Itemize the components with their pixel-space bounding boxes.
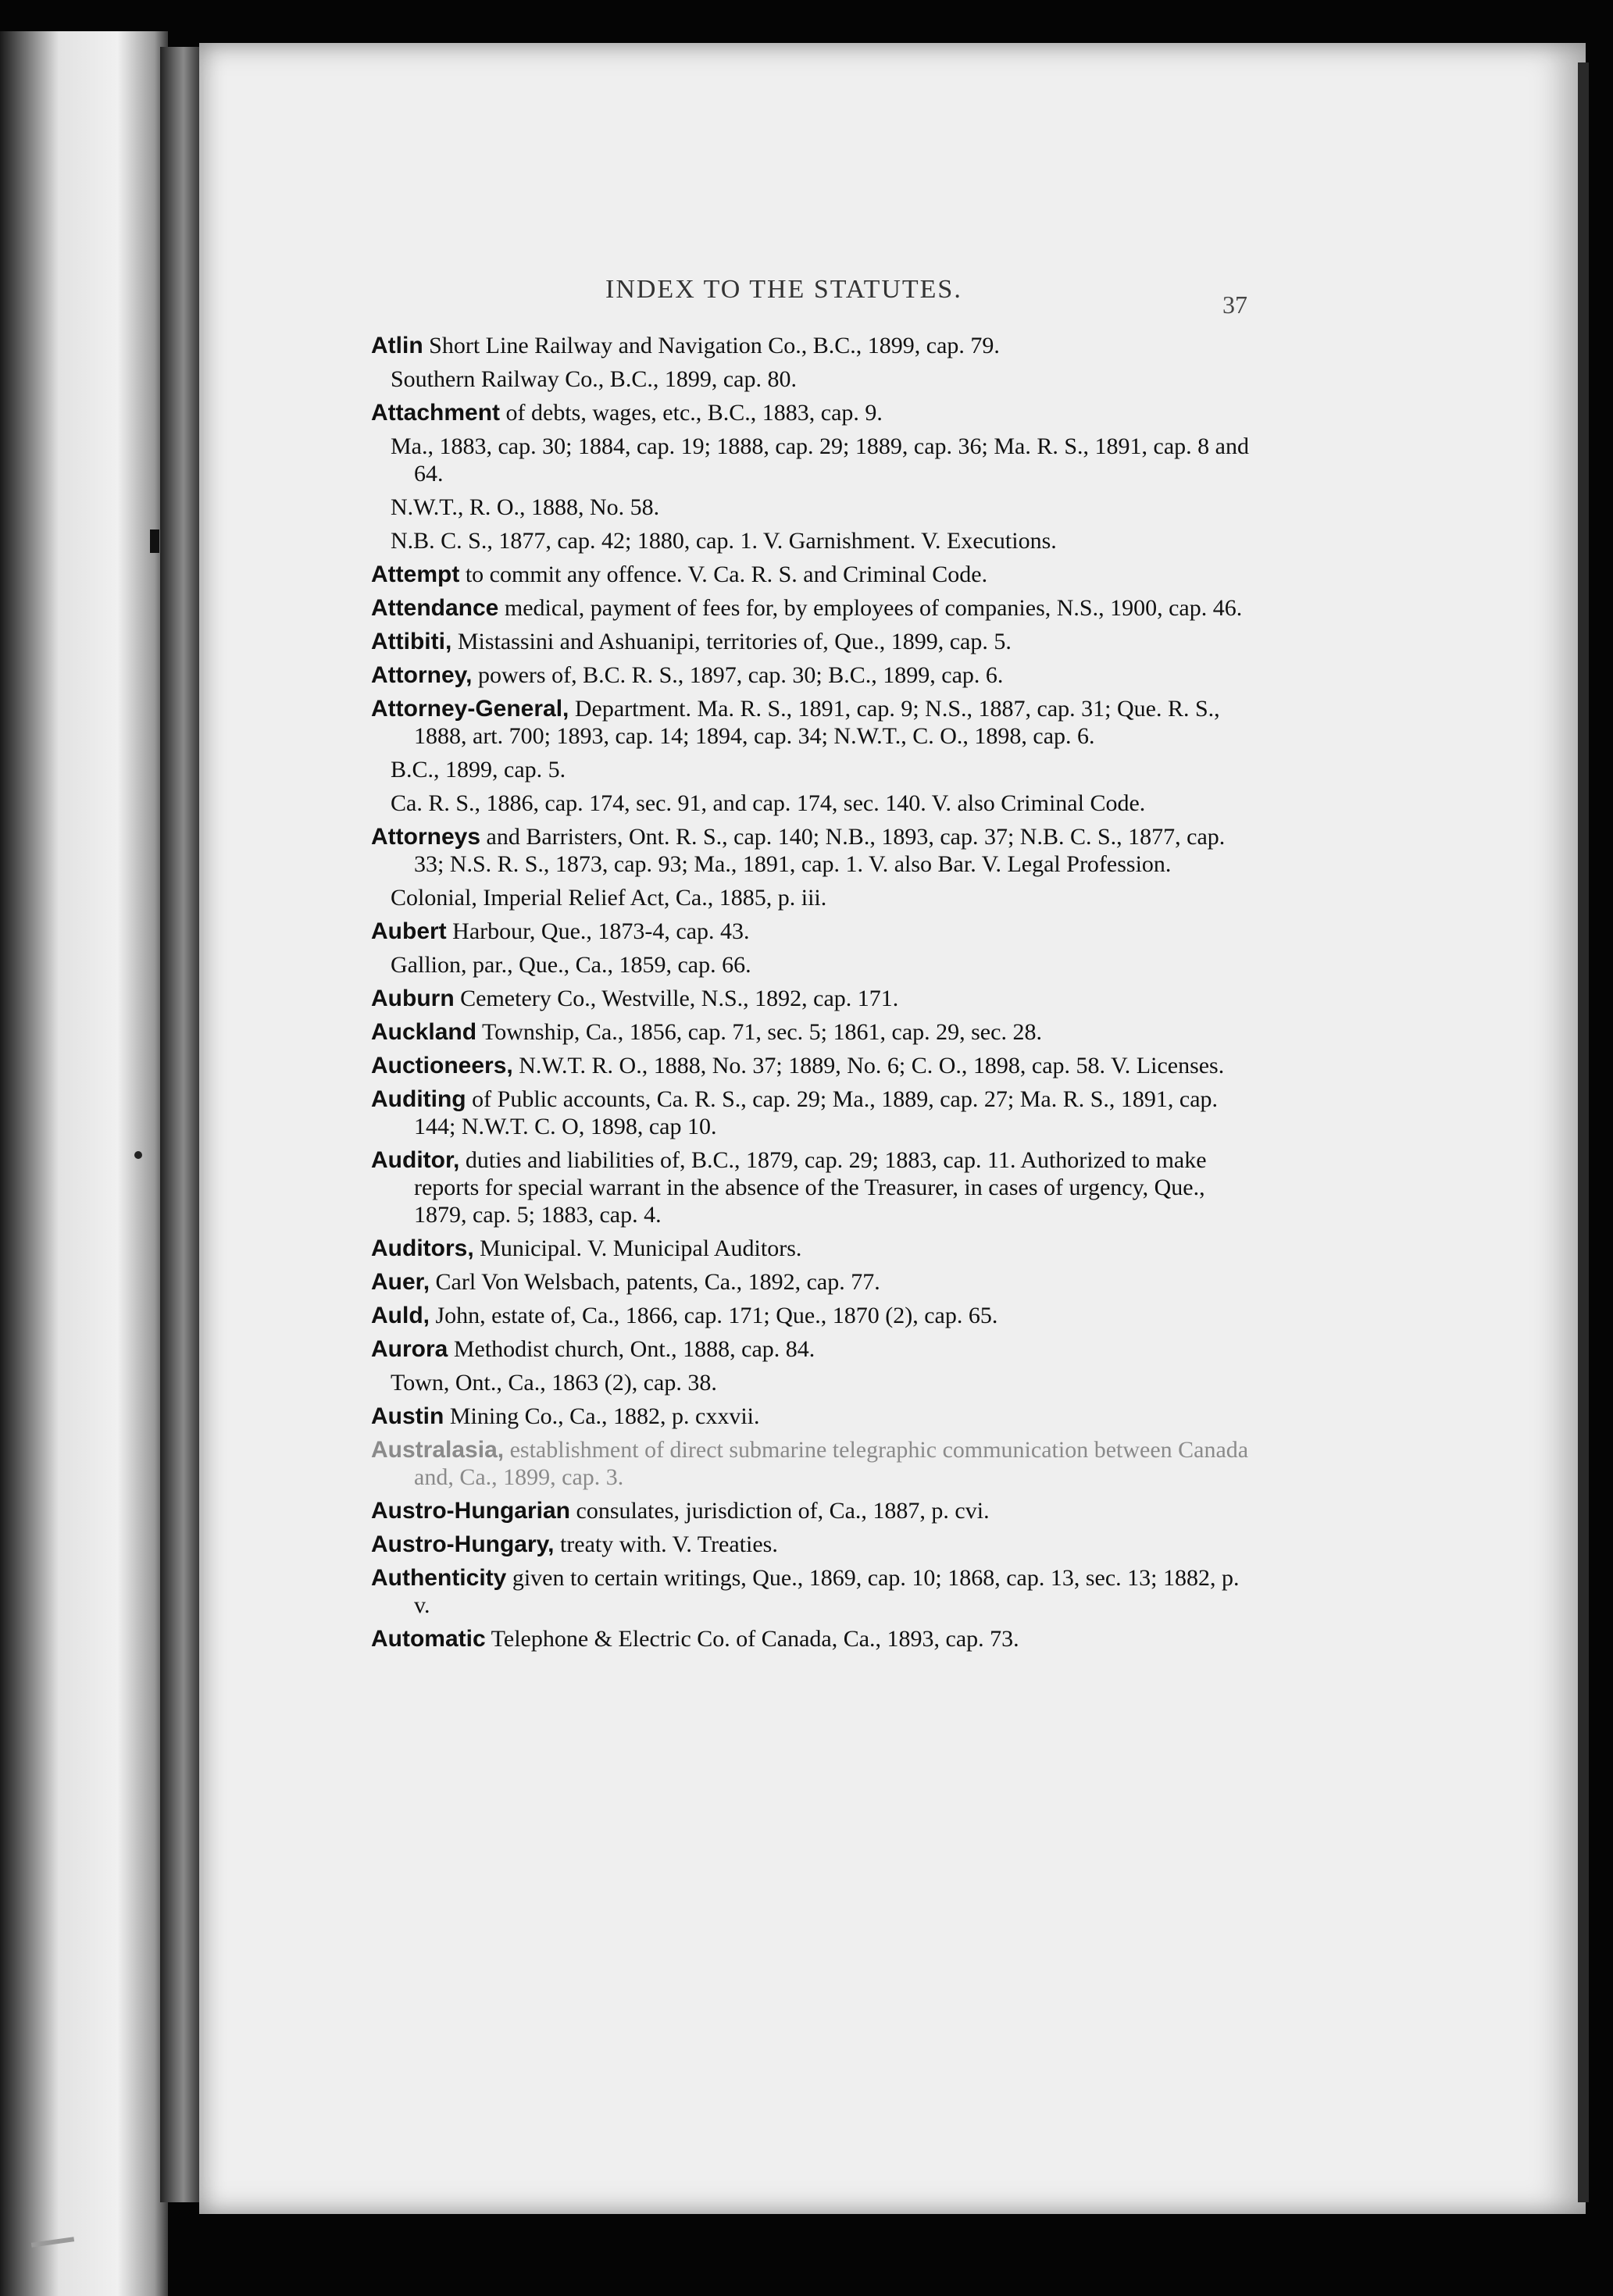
index-entry (371, 1403, 1254, 1430)
entry-heading: Australasia, (371, 1437, 505, 1463)
entry-text: given to certain writings, Que., 1869, cap. 10; 1868, cap. 13, sec. 13; 1882, p. v. (414, 1565, 1240, 1618)
entry-text: and Barristers, Ont. R. S., cap. 140; N.B., 1893, cap. 37; N.B. C. S., 1877, cap. 33; N.S. R. S., 1873, cap. 93; Ma., 1891, cap. 1. V. also Bar. V. Legal Profession. (414, 824, 1226, 877)
entry-heading: Auburn (371, 986, 455, 1011)
entry-text: Telephone & Electric Co. of Canada, Ca., 1893, cap. 73. (491, 1626, 1019, 1652)
entry-heading: Attorney, (371, 662, 473, 688)
facing-page-edge (0, 31, 168, 2296)
index-subentry (371, 951, 1254, 979)
entry-heading: Auer, (371, 1269, 430, 1295)
index-entry (371, 1268, 1254, 1296)
index-entry (371, 1052, 1254, 1079)
entry-text: Methodist church, Ont., 1888, cap. 84. (453, 1336, 815, 1362)
index-subentry (371, 790, 1254, 817)
entry-text: of debts, wages, etc., B.C., 1883, cap. 9. (505, 400, 883, 426)
entry-heading: Auckland (371, 1019, 477, 1045)
index-entry (371, 561, 1254, 588)
index-entry (371, 823, 1254, 878)
index-entry (371, 985, 1254, 1012)
index-subentry (371, 365, 1254, 393)
entry-heading: Attempt (371, 562, 460, 587)
entry-text: medical, payment of fees for, by employees of companies, N.S., 1900, cap. 46. (504, 595, 1243, 621)
entry-text: Town, Ont., Ca., 1863 (2), cap. 38. (391, 1370, 717, 1396)
entry-text: powers of, B.C. R. S., 1897, cap. 30; B.C., 1899, cap. 6. (477, 662, 1004, 688)
entry-text: Cemetery Co., Westville, N.S., 1892, cap. 171. (460, 986, 899, 1011)
entry-text: Carl Von Welsbach, patents, Ca., 1892, cap. 77. (435, 1269, 880, 1295)
index-entry (371, 918, 1254, 945)
entry-text: John, estate of, Ca., 1866, cap. 171; Que., 1870 (2), cap. 65. (435, 1303, 998, 1328)
index-subentry (371, 494, 1254, 521)
index-subentry (371, 884, 1254, 911)
index-entries (371, 332, 1254, 1659)
margin-dot (134, 1151, 142, 1159)
entry-text: N.B. C. S., 1877, cap. 42; 1880, cap. 1. V. Garnishment. V. Executions. (391, 528, 1057, 554)
entry-text: duties and liabilities of, B.C., 1879, cap. 29; 1883, cap. 11. Authorized to make reports for special warrant in the absence of the Treasurer, in cases of urgency, Que., 1879, cap. 5; 1883, cap. 4. (414, 1147, 1207, 1228)
entry-heading: Austin (371, 1403, 444, 1429)
index-entry (371, 628, 1254, 655)
entry-heading: Attorney-General, (371, 696, 569, 722)
index-entry (371, 1436, 1254, 1491)
running-header: INDEX TO THE STATUTES. (605, 275, 962, 304)
entry-heading: Auctioneers, (371, 1053, 513, 1078)
index-subentry (371, 433, 1254, 487)
entry-text: Short Line Railway and Navigation Co., B.C., 1899, cap. 79. (429, 333, 1000, 358)
entry-text: establishment of direct submarine telegraphic communication between Canada and, Ca., 1899, cap. 3. (414, 1437, 1249, 1490)
entry-heading: Authenticity (371, 1565, 507, 1591)
index-entry (371, 1302, 1254, 1329)
entry-heading: Auditing (371, 1086, 466, 1112)
entry-text: N.W.T., R. O., 1888, No. 58. (391, 494, 660, 520)
entry-heading: Aurora (371, 1336, 448, 1362)
index-entry (371, 1086, 1254, 1140)
entry-text: Mistassini and Ashuanipi, territories of, Que., 1899, cap. 5. (457, 629, 1012, 654)
page-number: 37 (1222, 291, 1247, 319)
entry-text: Colonial, Imperial Relief Act, Ca., 1885, p. iii. (391, 885, 827, 911)
index-subentry (371, 527, 1254, 554)
entry-text: B.C., 1899, cap. 5. (391, 757, 566, 783)
entry-heading: Attibiti, (371, 629, 452, 654)
index-entry (371, 1497, 1254, 1524)
entry-heading: Attorneys (371, 824, 481, 850)
index-entry (371, 1018, 1254, 1046)
entry-heading: Atlin (371, 333, 423, 358)
index-entry (371, 594, 1254, 622)
index-entry (371, 1335, 1254, 1363)
index-entry (371, 1531, 1254, 1558)
entry-text: Mining Co., Ca., 1882, p. cxxvii. (449, 1403, 760, 1429)
index-subentry (371, 756, 1254, 783)
margin-mark (150, 529, 159, 553)
entry-heading: Austro-Hungarian (371, 1498, 570, 1524)
entry-text: Department. Ma. R. S., 1891, cap. 9; N.S., 1887, cap. 31; Que. R. S., 1888, art. 700; 1893, cap. 14; 1894, cap. 34; N.W.T., C. O., 1898, cap. 6. (414, 696, 1220, 749)
entry-text: N.W.T. R. O., 1888, No. 37; 1889, No. 6; C. O., 1898, cap. 58. V. Licenses. (519, 1053, 1225, 1078)
book-gutter (160, 47, 199, 2202)
entry-text: Township, Ca., 1856, cap. 71, sec. 5; 1861, cap. 29, sec. 28. (482, 1019, 1042, 1045)
entry-heading: Automatic (371, 1626, 486, 1652)
entry-heading: Auditors, (371, 1235, 474, 1261)
entry-heading: Auditor, (371, 1147, 460, 1173)
index-entry (371, 1625, 1254, 1652)
entry-text: to commit any offence. V. Ca. R. S. and Criminal Code. (465, 562, 988, 587)
entry-text: Municipal. V. Municipal Auditors. (480, 1235, 802, 1261)
entry-text: Gallion, par., Que., Ca., 1859, cap. 66. (391, 952, 751, 978)
index-entry (371, 661, 1254, 689)
entry-text: of Public accounts, Ca. R. S., cap. 29; Ma., 1889, cap. 27; Ma. R. S., 1891, cap. 144; N.W.T. C. O, 1898, cap 10. (414, 1086, 1219, 1139)
page-right-edge (1578, 62, 1589, 2202)
index-entry (371, 1564, 1254, 1619)
index-subentry (371, 1369, 1254, 1396)
index-entry (371, 695, 1254, 750)
index-entry (371, 1146, 1254, 1228)
entry-text: consulates, jurisdiction of, Ca., 1887, p. cvi. (576, 1498, 990, 1524)
entry-text: Ma., 1883, cap. 30; 1884, cap. 19; 1888, cap. 29; 1889, cap. 36; Ma. R. S., 1891, cap. 8 and 64. (391, 433, 1249, 487)
entry-heading: Attachment (371, 400, 501, 426)
entry-heading: Aubert (371, 918, 447, 944)
entry-text: Ca. R. S., 1886, cap. 174, sec. 91, and cap. 174, sec. 140. V. also Criminal Code. (391, 790, 1146, 816)
entry-text: Southern Railway Co., B.C., 1899, cap. 80. (391, 366, 797, 392)
index-entry (371, 332, 1254, 359)
entry-heading: Auld, (371, 1303, 430, 1328)
entry-text: Harbour, Que., 1873-4, cap. 43. (452, 918, 750, 944)
entry-heading: Attendance (371, 595, 499, 621)
index-entry (371, 399, 1254, 426)
entry-heading: Austro-Hungary, (371, 1531, 555, 1557)
entry-text: treaty with. V. Treaties. (559, 1531, 778, 1557)
index-entry (371, 1235, 1254, 1262)
